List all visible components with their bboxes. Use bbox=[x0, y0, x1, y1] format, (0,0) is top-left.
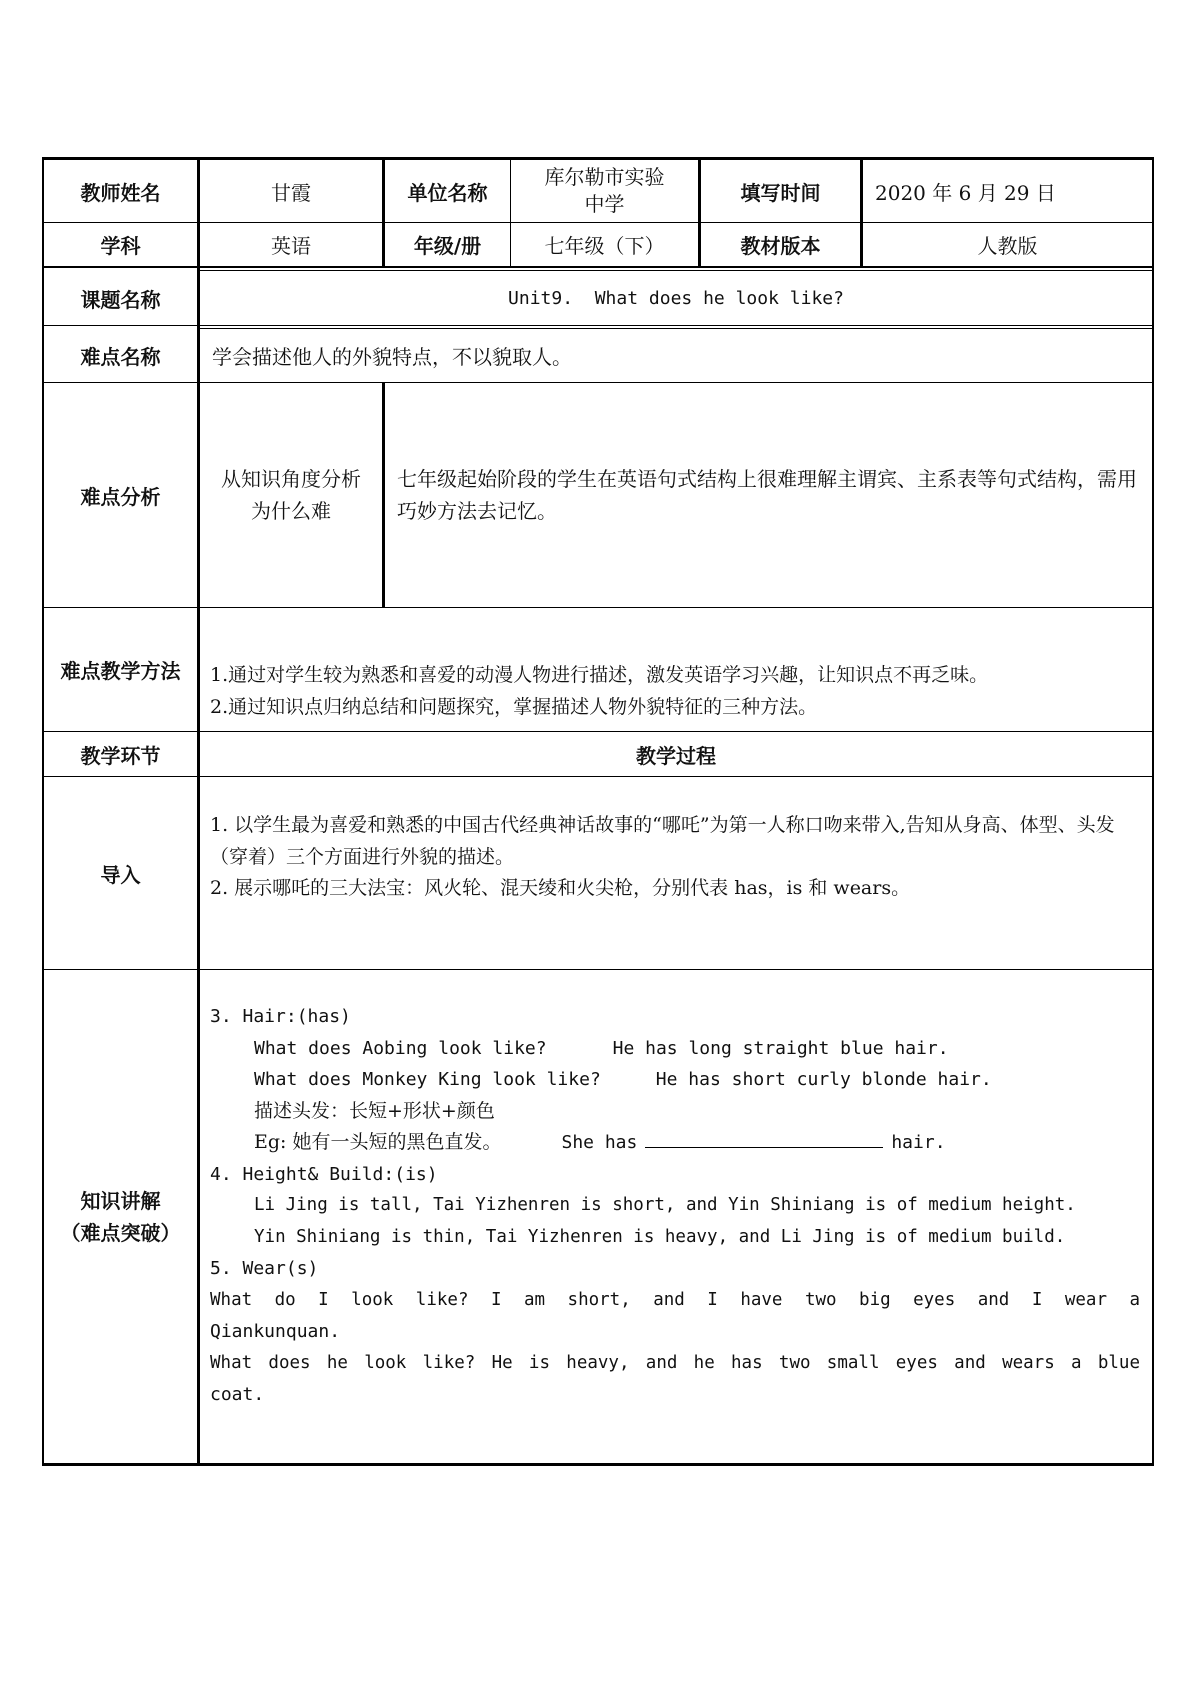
hair-answer-2: He has short curly blonde hair. bbox=[655, 1069, 992, 1090]
rule-right bbox=[1152, 157, 1154, 1466]
teaching-stage-label: 教学环节 bbox=[80, 743, 161, 768]
intro-line-1: 1. 以学生最为喜爱和熟悉的中国古代经典神话故事的“哪吒”为第一人称口吻来带入,告知从身高、体型、头发（穿着）三个方面进行外貌的描述。 bbox=[210, 814, 1115, 868]
knowledge-label-line-2: （难点突破） bbox=[60, 1220, 181, 1245]
intro-label: 导入 bbox=[100, 862, 141, 887]
hair-rule: 描述头发：长短+形状+颜色 bbox=[254, 1099, 495, 1122]
hair-question-2: What does Monkey King look like? bbox=[254, 1069, 601, 1090]
hair-answer-blank[interactable] bbox=[645, 1127, 883, 1148]
method-line-2: 2.通过知识点归纳总结和问题探究，掌握描述人物外貌特征的三种方法。 bbox=[210, 695, 818, 718]
hair-example-2 bbox=[210, 1064, 1140, 1096]
teacher-name-value: 甘霞 bbox=[271, 180, 311, 205]
hair-title: 3. Hair:(has) bbox=[210, 1006, 351, 1027]
teaching-process-label: 教学过程 bbox=[636, 743, 716, 768]
hair-exercise-answer-start: She has bbox=[561, 1132, 638, 1153]
wear-line-2b: coat. bbox=[210, 1384, 265, 1405]
wear-line-1b: Qiankunquan. bbox=[210, 1321, 341, 1342]
knowledge-label bbox=[44, 970, 197, 1463]
grade-value: 七年级（下） bbox=[544, 234, 665, 258]
subject-value: 英语 bbox=[271, 234, 311, 258]
wear-line-1a: What do I look like? I am short, and I have two big eyes and I wear a bbox=[210, 1289, 1140, 1310]
build-line: Yin Shiniang is thin, Tai Yizhenren is heavy, and Li Jing is of medium build. bbox=[254, 1226, 1066, 1247]
wear-title: 5. Wear(s) bbox=[210, 1258, 319, 1279]
teacher-name-label: 教师姓名 bbox=[80, 180, 161, 205]
hair-example-1 bbox=[210, 1033, 1140, 1065]
subject-label: 学科 bbox=[100, 234, 141, 258]
method-content bbox=[200, 608, 1152, 731]
unit-name-label: 单位名称 bbox=[407, 180, 488, 205]
rule-row3 bbox=[42, 325, 1154, 326]
edition-label: 教材版本 bbox=[740, 234, 821, 258]
hair-answer-1: He has long straight blue hair. bbox=[612, 1037, 949, 1059]
knowledge-label-line-1: 知识讲解 bbox=[80, 1188, 161, 1213]
method-label: 难点教学方法 bbox=[60, 659, 181, 683]
hair-exercise-answer-end: hair. bbox=[891, 1132, 946, 1153]
height-line: Li Jing is tall, Tai Yizhenren is short, and Yin Shiniang is of medium height. bbox=[254, 1195, 1076, 1215]
hair-exercise-prompt: Eg: 她有一头短的黑色直发。 bbox=[254, 1131, 502, 1153]
height-build-title: 4. Height& Build:(is) bbox=[210, 1163, 438, 1185]
edition-value: 人教版 bbox=[977, 234, 1038, 258]
fill-date-label: 填写时间 bbox=[740, 180, 821, 205]
topic-value: Unit9. What does he look like? bbox=[508, 287, 844, 309]
difficulty-label: 难点名称 bbox=[80, 345, 161, 369]
grade-label: 年级/册 bbox=[413, 234, 482, 258]
rule-bottom bbox=[42, 1463, 1154, 1466]
analysis-sub-label: 从知识角度分析为什么难 bbox=[221, 467, 361, 523]
hair-exercise bbox=[210, 1127, 1140, 1159]
method-line-1: 1.通过对学生较为熟悉和喜爱的动漫人物进行描述，激发英语学习兴趣，让知识点不再乏味。 bbox=[210, 664, 989, 686]
rule-row2 bbox=[42, 266, 1154, 268]
fill-date-value: 2020 年 6 月 29 日 bbox=[875, 180, 1056, 205]
wear-line-2a: What does he look like? He is heavy, and he has two small eyes and wears a blue bbox=[210, 1352, 1140, 1373]
analysis-value: 七年级起始阶段的学生在英语句式结构上很难理解主谓宾、主系表等句式结构，需用巧妙方法去记忆。 bbox=[397, 467, 1137, 523]
topic-label: 课题名称 bbox=[80, 287, 161, 312]
hair-question-1: What does Aobing look like? bbox=[254, 1037, 547, 1059]
analysis-label: 难点分析 bbox=[80, 484, 161, 509]
intro-line-2: 2. 展示哪吒的三大法宝：风火轮、混天绫和火尖枪，分别代表 has，is 和 wears。 bbox=[210, 877, 911, 899]
intro-content bbox=[200, 777, 1152, 969]
difficulty-value: 学会描述他人的外貌特点，不以貌取人。 bbox=[212, 345, 572, 369]
unit-name-value: 库尔勒市实验中学 bbox=[544, 165, 665, 216]
knowledge-content bbox=[200, 970, 1152, 1463]
